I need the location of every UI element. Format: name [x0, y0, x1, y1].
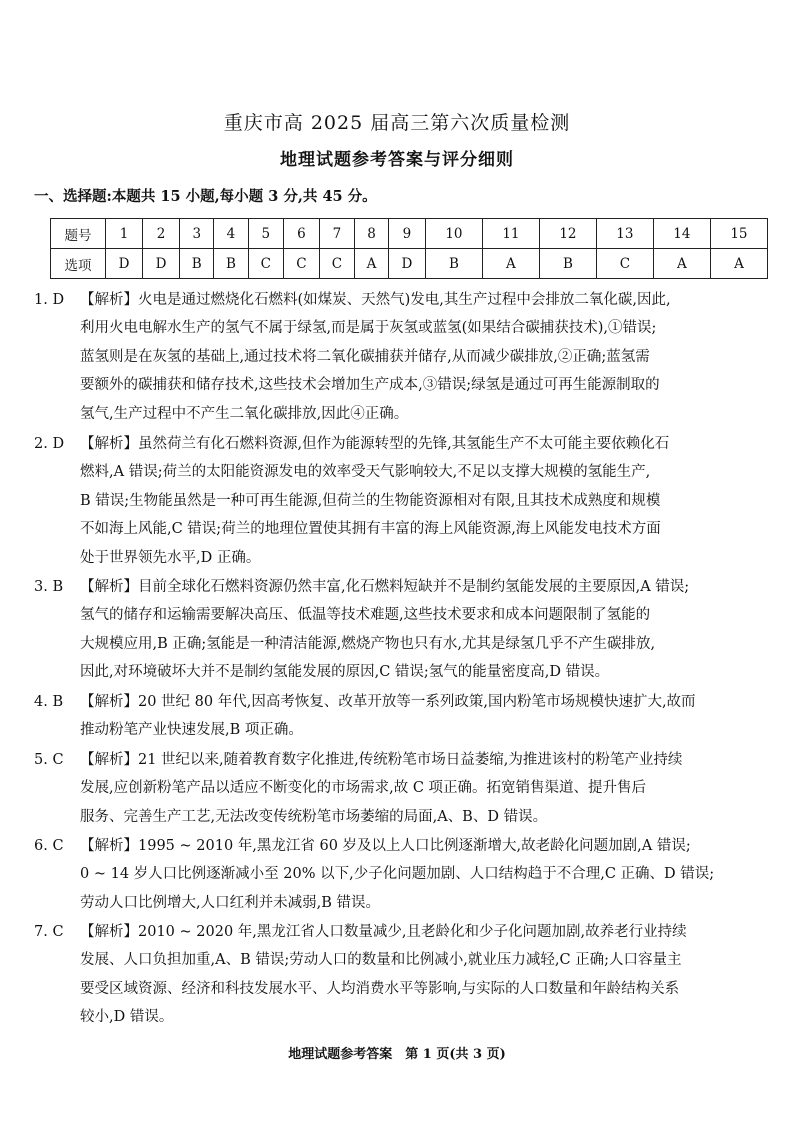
answer-letter: B: [180, 249, 214, 279]
explanation-line: 发展,应创新粉笔产品以适应不断变化的市场需求,故 C 项正确。拓宽销售渠道、提升售后: [80, 780, 647, 797]
answer-letter: C: [596, 249, 653, 279]
question-number: 1: [106, 219, 143, 249]
page-footer: 地理试题参考答案 第 1 页(共 3 页): [288, 1047, 506, 1062]
answer-row: [51, 249, 768, 279]
explanation-line: B 错误;生物能虽然是一种可再生能源,但荷兰的生物能资源相对有限,且其技术成熟度和规模: [80, 492, 661, 509]
answer-letter: B: [214, 249, 248, 279]
explanation-line: 燃料,A 错误;荷兰的太阳能资源发电的效率受天气影响较大,不足以支撑大规模的氢能生产,: [80, 464, 651, 481]
explanation-line: 服务、完善生产工艺,无法改变传统粉笔市场萎缩的局面,A、B、D 错误。: [80, 808, 548, 825]
explanation-item: [34, 918, 766, 1032]
question-number: 12: [539, 219, 596, 249]
section-heading-multiple-choice: 一、选择题:本题共 15 小题,每小题 3 分,共 45 分。: [34, 188, 377, 205]
question-number-row: [51, 219, 768, 249]
question-number: 6: [284, 219, 320, 249]
explanation-line: 要额外的碳捕获和储存技术,这些技术会增加生产成本,③错误;绿氢是通过可再生能源制取的: [80, 377, 660, 394]
question-number: 3: [180, 219, 214, 249]
answer-letter: B: [425, 249, 482, 279]
question-number: 4: [214, 219, 248, 249]
explanation-line: 处于世界领先水平,D 正确。: [80, 549, 261, 566]
item-number: 4. B: [34, 694, 64, 710]
explanation-line: 0 ~ 14 岁人口比例逐渐减小至 20% 以下,少子化问题加剧、人口结构趋于不合理,C 正确、D 错误;: [80, 866, 715, 883]
answer-letter: A: [355, 249, 389, 279]
explanation-line: 要受区域资源、经济和科技发展水平、人均消费水平等影响,与实际的人口数量和年龄结构关系: [80, 980, 680, 997]
explanation-line: 不如海上风能,C 错误;荷兰的地理位置使其拥有丰富的海上风能资源,海上风能发电技术方面: [80, 521, 661, 538]
question-number: 9: [388, 219, 425, 249]
explanation-item: [34, 832, 766, 917]
explanation-line: 发展、人口负担加重,A、B 错误;劳动人口的数量和比例减小,就业压力减轻,C 正确;人口容量主: [80, 952, 682, 969]
item-number: 7. C: [34, 924, 64, 940]
question-number: 15: [710, 219, 767, 249]
explanation-line: 1. D 【解析】火电是通过燃烧化石燃料(如煤炭、天然气)发电,其生产过程中会排放二氧化碳,因此,: [34, 286, 766, 314]
document-title: 重庆市高 2025 届高三第六次质量检测: [223, 112, 571, 134]
explanation-line: 3. B 【解析】目前全球化石燃料资源仍然丰富,化石燃料短缺并不是制约氢能发展的主要原因,A 错误;: [34, 573, 766, 601]
question-number: 8: [355, 219, 389, 249]
question-number: 13: [596, 219, 653, 249]
answer-letter: D: [388, 249, 425, 279]
question-number: 5: [248, 219, 284, 249]
item-number: 6. C: [34, 838, 64, 854]
explanation-line: 因此,对环境破坏大并不是制约氢能发展的原因,C 错误;氢气的能量密度高,D 错误。: [80, 664, 610, 681]
question-number: 11: [482, 219, 539, 249]
answer-letter: C: [284, 249, 320, 279]
explanation-line: 氢气,生产过程中不产生二氧化碳排放,因此④正确。: [80, 405, 409, 422]
question-number: 7: [319, 219, 355, 249]
explanation-line: 较小,D 错误。: [80, 1009, 174, 1026]
explanation-line: 大规模应用,B 正确;氢能是一种清洁能源,燃烧产物也只有水,尤其是绿氢几乎不产生碳排放,: [80, 635, 656, 652]
document-subtitle: 地理试题参考答案与评分细则: [280, 150, 514, 170]
explanation-line: 氢气的储存和运输需要解决高压、低温等技术难题,这些技术要求和成本问题限制了氢能的: [80, 607, 651, 624]
explanation-item: [34, 746, 766, 831]
row-label-question: 题号: [51, 219, 106, 249]
explanation-line: 劳动人口比例增大,人口红利并未减弱,B 错误。: [80, 894, 380, 911]
explanation-line: 蓝氢则是在灰氢的基础上,通过技术将二氧化碳捕获并储存,从而减少碳排放,②正确;蓝氢需: [80, 348, 650, 365]
explanation-item: [34, 573, 766, 687]
answer-letter: A: [710, 249, 767, 279]
explanation-line: 5. C 【解析】21 世纪以来,随着教育数字化推进,传统粉笔市场日益萎缩,为推进该村的粉笔产业持续: [34, 746, 766, 774]
explanation-line: 4. B 【解析】20 世纪 80 年代,因高考恢复、改革开放等一系列政策,国内粉笔市场规模快速扩大,故而: [34, 688, 766, 716]
explanation-line: 6. C 【解析】1995 ~ 2010 年,黑龙江省 60 岁及以上人口比例逐渐增大,故老龄化问题加剧,A 错误;: [34, 832, 766, 860]
explanation-line: 7. C 【解析】2010 ~ 2020 年,黑龙江省人口数量减少,且老龄化和少子化问题加剧,故养老行业持续: [34, 918, 766, 946]
answer-letter: D: [143, 249, 180, 279]
explanation-line: 2. D 【解析】虽然荷兰有化石燃料资源,但作为能源转型的先锋,其氢能生产不太可能主要依赖化石: [34, 430, 766, 458]
item-number: 5. C: [34, 752, 64, 768]
explanation-item: [34, 286, 766, 428]
question-number: 10: [425, 219, 482, 249]
answer-letter: A: [653, 249, 710, 279]
explanation-line: 推动粉笔产业快速发展,B 项正确。: [80, 722, 303, 739]
answer-letter: A: [482, 249, 539, 279]
item-number: 3. B: [34, 579, 64, 595]
answer-letter: C: [248, 249, 284, 279]
item-number: 1. D: [34, 292, 65, 308]
row-label-answer: 选项: [51, 249, 106, 279]
question-number: 2: [143, 219, 180, 249]
answer-table: [50, 218, 768, 279]
explanation-item: [34, 430, 766, 572]
item-number: 2. D: [34, 436, 65, 452]
explanation-item: [34, 688, 766, 745]
question-number: 14: [653, 219, 710, 249]
answer-letter: D: [106, 249, 143, 279]
explanation-line: 利用火电电解水生产的氢气不属于绿氢,而是属于灰氢或蓝氢(如果结合碳捕获技术),①错误;: [80, 320, 657, 337]
answer-letter: C: [319, 249, 355, 279]
answer-letter: B: [539, 249, 596, 279]
